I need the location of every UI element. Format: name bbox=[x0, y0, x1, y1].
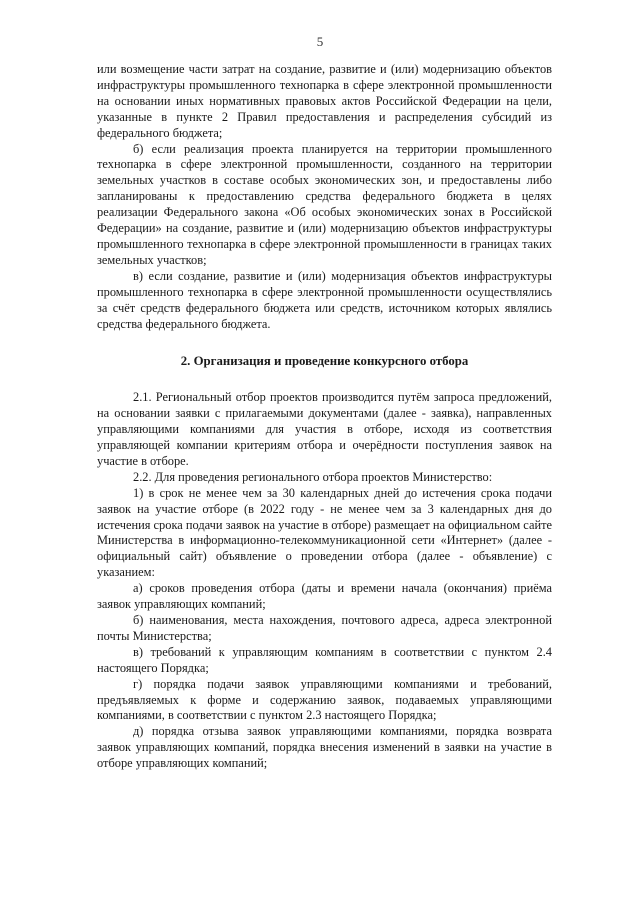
paragraph: г) порядка подачи заявок управляющими компаниями и требований, предъявляемых к форме и содержанию заявок, подаваемых управляющими компаниями, в соответствии с пунктом 2.3 настоящего Порядка; bbox=[97, 676, 552, 723]
paragraph: д) порядка отзыва заявок управляющими компаниями, порядка возврата заявок управляющих компаний, порядка внесения изменений в заявки на участие в отборе управляющих компаний; bbox=[97, 724, 552, 771]
paragraph: в) требований к управляющим компаниям в соответствии с пунктом 2.4 настоящего Порядка; bbox=[97, 644, 552, 675]
paragraph: а) сроков проведения отбора (даты и времени начала (окончания) приёма заявок управляющих компаний; bbox=[97, 581, 552, 612]
section-heading: 2. Организация и проведение конкурсного отбора bbox=[180, 354, 469, 369]
paragraph: б) наименования, места нахождения, почтового адреса, адреса электронной почты Министерства; bbox=[97, 613, 552, 643]
paragraph: 2.1. Региональный отбор проектов производится путём запроса предложений, на основании заявки с прилагаемыми документами (далее - заявка), направленных управляющими компаниями для участия в отборе, исходя из соответствия управляющей компании критериям отбора и очерёдности поступления заявок на участие в отборе. bbox=[97, 390, 552, 468]
paragraph: б) если реализация проекта планируется на территории промышленного технопарка в сфере электронной промышленности, созданного на территории земельных участков в составе особых экономических зон, и предоставлены либо запланированы к предоставлению средства федерального бюджета в целях реализации Федерального закона «Об особых экономических зонах в Российской Федерации» на создание, развитие и (или) модернизацию объектов инфраструктуры промышленного технопарка в сфере электронной промышленности в границах таких земельных участков; bbox=[97, 141, 552, 267]
paragraph: 1) в срок не менее чем за 30 календарных дней до истечения срока подачи заявок на участие отборе (в 2022 году - не менее чем за 3 календарных дня до истечения срока подачи заявок на участие в отборе) размещает на официальном сайте Министерства в информационно-телекоммуникационной сети «Интернет» (далее - официальный сайт) объявление о проведении отбора (далее - объявление) с указанием: bbox=[97, 485, 552, 580]
paragraph: или возмещение части затрат на создание, развитие и (или) модернизацию объектов инфраструктуры промышленного технопарка в сфере электронной промышленности на основании иных нормативных правовых актов Российской Федерации на цели, указанные в пункте 2 Правил предоставления и распределения субсидий из федерального бюджета; bbox=[97, 62, 552, 140]
document-body bbox=[97, 62, 552, 772]
paragraph: в) если создание, развитие и (или) модернизация объектов инфраструктуры промышленного технопарка в сфере электронной промышленности осуществлялись за счёт средств федерального бюджета или средств, источником которых являлись средства федерального бюджета. bbox=[97, 268, 552, 331]
paragraph: 2.2. Для проведения регионального отбора проектов Министерство: bbox=[133, 469, 493, 484]
page-number: 5 bbox=[316, 34, 324, 49]
